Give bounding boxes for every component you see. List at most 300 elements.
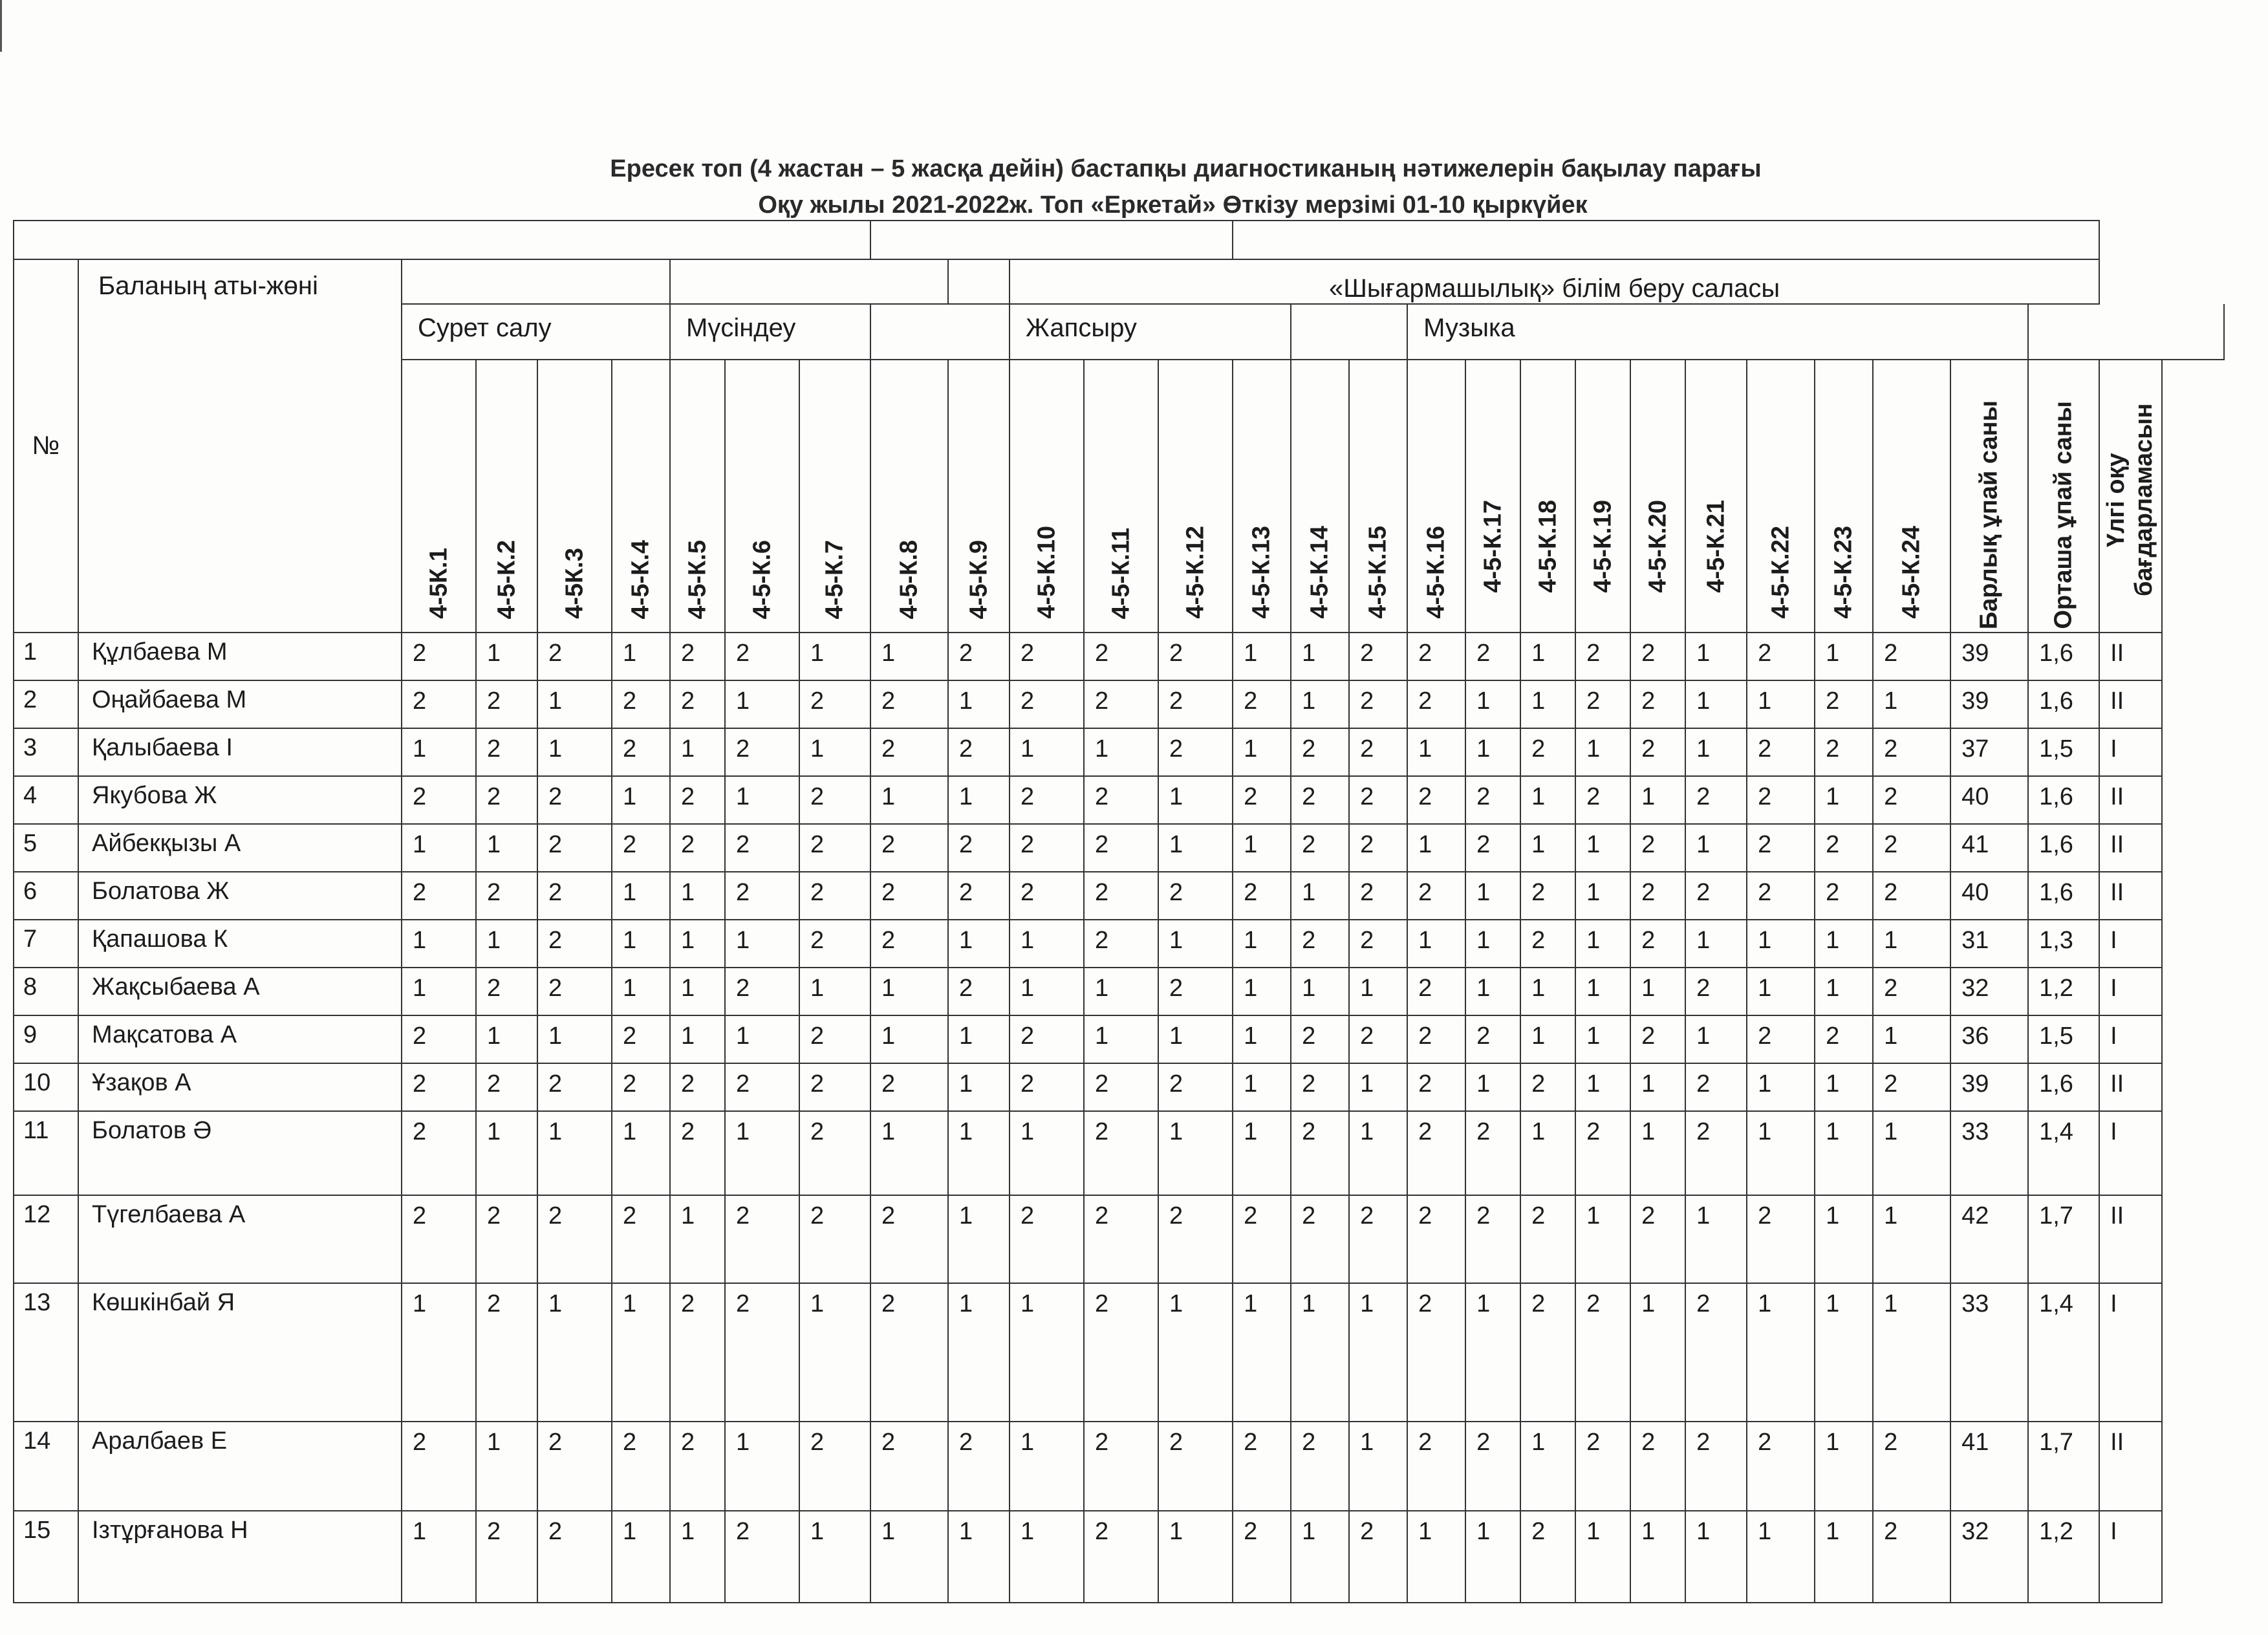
score-cell: 2: [1233, 1511, 1291, 1603]
score-cell: 1: [870, 776, 948, 824]
score-cell: 2: [1233, 776, 1291, 824]
score-cell: 1: [948, 1015, 1010, 1063]
table-row: [14, 872, 2224, 920]
score-cell: 2: [725, 1283, 799, 1422]
average-score: 1,2: [2028, 968, 2099, 1015]
score-cell: 2: [799, 776, 870, 824]
score-cell: 1: [402, 728, 476, 776]
score-cell: 2: [1233, 1422, 1291, 1511]
score-cell: 2: [1873, 1063, 1950, 1111]
score-cell: 2: [1407, 633, 1465, 680]
average-score: 1,7: [2028, 1195, 2099, 1283]
area-header-row: [14, 259, 2224, 304]
total-score: 39: [1950, 1063, 2028, 1111]
score-cell: 1: [476, 633, 537, 680]
score-cell: 1: [1575, 920, 1630, 968]
score-cell: 2: [1815, 1015, 1873, 1063]
score-cell: 1: [1815, 1195, 1873, 1283]
score-cell: 1: [1158, 1283, 1233, 1422]
score-cell: 1: [1815, 968, 1873, 1015]
score-cell: 2: [1158, 872, 1233, 920]
score-cell: 2: [670, 1063, 725, 1111]
table-row: [14, 1111, 2224, 1195]
score-cell: 1: [1630, 1063, 1685, 1111]
average-score: 1,6: [2028, 824, 2099, 872]
score-cell: 2: [476, 680, 537, 728]
score-cell: 1: [1575, 1195, 1630, 1283]
criterion-code-header: [1349, 360, 1407, 633]
score-cell: 1: [1465, 1283, 1520, 1422]
score-cell: 1: [1685, 728, 1747, 776]
table-row: [14, 824, 2224, 872]
score-cell: 1: [1575, 968, 1630, 1015]
score-cell: 2: [799, 1195, 870, 1283]
child-name: Мақсатова А: [78, 1015, 402, 1063]
score-cell: 2: [1873, 968, 1950, 1015]
score-cell: 1: [612, 633, 670, 680]
table-row: [14, 728, 2224, 776]
score-cell: 2: [1465, 633, 1520, 680]
score-cell: 2: [402, 1015, 476, 1063]
score-cell: 1: [1349, 1422, 1407, 1511]
total-score: 40: [1950, 776, 2028, 824]
score-cell: 1: [948, 1283, 1010, 1422]
score-cell: 2: [1747, 728, 1815, 776]
score-cell: 1: [1158, 1511, 1233, 1603]
criterion-code-label: 4-5-К.21: [1702, 500, 1730, 593]
total-score: 41: [1950, 824, 2028, 872]
score-cell: 2: [1747, 633, 1815, 680]
average-score: 1,6: [2028, 776, 2099, 824]
score-cell: 1: [1685, 633, 1747, 680]
score-cell: 2: [1291, 1195, 1349, 1283]
score-cell: 2: [402, 633, 476, 680]
total-score: 36: [1950, 1015, 2028, 1063]
score-cell: 2: [799, 1111, 870, 1195]
score-cell: 1: [1815, 1422, 1873, 1511]
score-cell: 1: [670, 872, 725, 920]
criterion-code-header: [537, 360, 612, 633]
score-cell: 2: [1084, 1195, 1158, 1283]
table-row: [14, 1015, 2224, 1063]
score-cell: 2: [402, 776, 476, 824]
program-label: Үлгі оқу бағдарламасын: [2102, 403, 2158, 597]
score-cell: 1: [537, 1111, 612, 1195]
score-cell: 2: [725, 1063, 799, 1111]
score-cell: 1: [1630, 1283, 1685, 1422]
sheet-subtitle: Оқу жылы 2021-2022ж. Топ «Еркетай» Өткізу мерзімі 01-10 қыркүйек: [758, 191, 1588, 219]
total-score: 41: [1950, 1422, 2028, 1511]
score-cell: 1: [1291, 680, 1349, 728]
score-cell: 1: [1685, 680, 1747, 728]
score-cell: 2: [612, 1422, 670, 1511]
score-cell: 1: [725, 920, 799, 968]
score-cell: 1: [799, 728, 870, 776]
score-cell: 1: [1815, 776, 1873, 824]
score-cell: 2: [612, 1195, 670, 1283]
score-cell: 2: [537, 872, 612, 920]
score-cell: 2: [1084, 1063, 1158, 1111]
score-cell: 2: [870, 680, 948, 728]
score-cell: 2: [1575, 633, 1630, 680]
score-cell: 1: [537, 1283, 612, 1422]
score-cell: 1: [799, 968, 870, 1015]
criterion-code-header: [1630, 360, 1685, 633]
music-section: Музыка: [1407, 304, 2028, 360]
score-cell: 1: [1233, 920, 1291, 968]
score-cell: 1: [799, 1283, 870, 1422]
score-cell: 1: [1873, 680, 1950, 728]
criterion-code-header: [725, 360, 799, 633]
score-cell: 1: [1233, 824, 1291, 872]
drawing-section: Сурет салу: [402, 304, 670, 360]
blank-header-row: [14, 221, 2224, 259]
score-cell: 1: [1520, 1422, 1575, 1511]
average-score: 1,4: [2028, 1111, 2099, 1195]
child-name: Жақсыбаева А: [78, 968, 402, 1015]
score-cell: 2: [1158, 1063, 1233, 1111]
child-name: Оңайбаева М: [78, 680, 402, 728]
score-cell: 1: [1158, 776, 1233, 824]
average-header: [2028, 360, 2099, 633]
score-cell: 2: [1520, 1283, 1575, 1422]
score-cell: 2: [476, 968, 537, 1015]
score-cell: 1: [612, 776, 670, 824]
score-cell: 1: [1575, 872, 1630, 920]
total-score: 32: [1950, 968, 2028, 1015]
score-cell: 2: [799, 1015, 870, 1063]
score-cell: 2: [948, 633, 1010, 680]
score-cell: 2: [1873, 1511, 1950, 1603]
score-cell: 2: [1747, 1015, 1815, 1063]
results-table: [13, 220, 2225, 1603]
score-cell: 2: [1407, 1015, 1465, 1063]
score-cell: 1: [1084, 728, 1158, 776]
score-cell: 2: [1685, 776, 1747, 824]
score-cell: 1: [1010, 968, 1084, 1015]
score-cell: 2: [1291, 1422, 1349, 1511]
score-cell: 2: [476, 1511, 537, 1603]
average-score: 1,2: [2028, 1511, 2099, 1603]
score-cell: 1: [1520, 968, 1575, 1015]
score-cell: 1: [1465, 920, 1520, 968]
score-cell: 2: [948, 1422, 1010, 1511]
score-cell: 1: [948, 1063, 1010, 1111]
child-name: Құлбаева М: [78, 633, 402, 680]
table-row: [14, 633, 2224, 680]
score-cell: 1: [1575, 728, 1630, 776]
area-title: «Шығармашылық» білім беру саласы: [1010, 259, 2099, 304]
score-cell: 2: [537, 1511, 612, 1603]
score-cell: 2: [1349, 680, 1407, 728]
program-header: [2099, 360, 2161, 633]
score-cell: 1: [1685, 824, 1747, 872]
row-number: 15: [14, 1511, 78, 1603]
criterion-code-header: [1291, 360, 1349, 633]
score-cell: 2: [1084, 680, 1158, 728]
score-cell: 2: [1158, 1422, 1233, 1511]
score-cell: 2: [1158, 728, 1233, 776]
program-level: I: [2099, 1015, 2161, 1063]
criterion-code-label: 4-5-К.24: [1897, 526, 1925, 619]
score-cell: 2: [725, 1511, 799, 1603]
row-number: 14: [14, 1422, 78, 1511]
score-cell: 2: [1407, 1422, 1465, 1511]
score-cell: 1: [1747, 1063, 1815, 1111]
criterion-code-label: 4-5-К.12: [1182, 526, 1209, 619]
program-level: II: [2099, 633, 2161, 680]
child-name: Қапашова К: [78, 920, 402, 968]
row-number: 10: [14, 1063, 78, 1111]
score-cell: 1: [537, 728, 612, 776]
total-score: 39: [1950, 680, 2028, 728]
program-level: I: [2099, 1111, 2161, 1195]
average-score: 1,4: [2028, 1283, 2099, 1422]
criterion-code-label: 4-5-К.14: [1306, 526, 1334, 619]
program-level: II: [2099, 824, 2161, 872]
score-cell: 2: [1010, 1063, 1084, 1111]
score-cell: 2: [1520, 920, 1575, 968]
criterion-code-header: [1815, 360, 1873, 633]
score-cell: 2: [476, 776, 537, 824]
score-cell: 1: [1407, 824, 1465, 872]
average-score: 1,5: [2028, 1015, 2099, 1063]
score-cell: 2: [870, 728, 948, 776]
score-cell: 2: [1349, 776, 1407, 824]
modeling-section: Мүсіндеу: [670, 304, 870, 360]
score-cell: 1: [1747, 920, 1815, 968]
score-cell: 1: [1010, 728, 1084, 776]
score-cell: 2: [870, 1422, 948, 1511]
score-cell: 1: [1233, 968, 1291, 1015]
table-row: [14, 1063, 2224, 1111]
score-cell: 1: [725, 1422, 799, 1511]
criterion-code-header: [670, 360, 725, 633]
score-cell: 1: [1815, 1283, 1873, 1422]
score-cell: 2: [1010, 1015, 1084, 1063]
criterion-code-header: [1747, 360, 1815, 633]
score-cell: 2: [537, 776, 612, 824]
score-cell: 2: [1349, 920, 1407, 968]
average-score: 1,7: [2028, 1422, 2099, 1511]
criterion-code-label: 4-5-К.22: [1767, 526, 1795, 619]
score-cell: 2: [948, 728, 1010, 776]
number-header: №: [14, 259, 78, 633]
score-cell: 1: [1349, 1283, 1407, 1422]
score-cell: 2: [725, 968, 799, 1015]
score-cell: 2: [1747, 824, 1815, 872]
score-cell: 2: [1010, 1195, 1084, 1283]
child-name: Көшкінбай Я: [78, 1283, 402, 1422]
table-row: [14, 920, 2224, 968]
score-cell: 2: [1010, 872, 1084, 920]
score-cell: 1: [1291, 1511, 1349, 1603]
criterion-code-header: [870, 360, 948, 633]
score-cell: 2: [476, 1195, 537, 1283]
total-score: 39: [1950, 633, 2028, 680]
score-cell: 2: [1010, 776, 1084, 824]
score-cell: 2: [1630, 728, 1685, 776]
criterion-code-label: 4-5-К.5: [684, 539, 711, 619]
score-cell: 2: [1291, 1111, 1349, 1195]
score-cell: 2: [1084, 633, 1158, 680]
criterion-code-header: [1520, 360, 1575, 633]
total-score: 33: [1950, 1283, 2028, 1422]
criterion-code-header: [1685, 360, 1747, 633]
score-cell: 1: [670, 1195, 725, 1283]
criterion-code-label: 4-5-К.20: [1644, 500, 1672, 593]
score-cell: 2: [725, 633, 799, 680]
score-cell: 2: [1630, 1422, 1685, 1511]
score-cell: 1: [1520, 1111, 1575, 1195]
score-cell: 1: [1575, 1511, 1630, 1603]
score-cell: 1: [1685, 1511, 1747, 1603]
score-cell: 2: [1520, 1195, 1575, 1283]
score-cell: 1: [1407, 1511, 1465, 1603]
criterion-code-header: [476, 360, 537, 633]
score-cell: 1: [670, 1015, 725, 1063]
score-cell: 1: [1084, 1015, 1158, 1063]
score-cell: 1: [1873, 920, 1950, 968]
row-number: 11: [14, 1111, 78, 1195]
program-level: I: [2099, 728, 2161, 776]
score-cell: 1: [537, 1015, 612, 1063]
score-cell: 2: [402, 872, 476, 920]
score-cell: 2: [1520, 728, 1575, 776]
score-cell: 1: [1520, 1015, 1575, 1063]
score-cell: 1: [725, 680, 799, 728]
score-cell: 2: [1084, 1111, 1158, 1195]
criterion-code-label: 4-5-К.9: [965, 539, 993, 619]
child-name: Ізтұрғанова Н: [78, 1511, 402, 1603]
score-cell: 1: [1575, 824, 1630, 872]
table-row: [14, 968, 2224, 1015]
score-cell: 2: [1520, 1063, 1575, 1111]
criterion-code-header: [1084, 360, 1158, 633]
score-cell: 1: [612, 1111, 670, 1195]
total-score: 40: [1950, 872, 2028, 920]
applique-section: Жапсыру: [1010, 304, 1291, 360]
child-name: Қалыбаева І: [78, 728, 402, 776]
score-cell: 2: [1465, 776, 1520, 824]
score-cell: 2: [1158, 633, 1233, 680]
score-cell: 1: [1685, 1195, 1747, 1283]
score-cell: 2: [1815, 728, 1873, 776]
score-cell: 2: [799, 680, 870, 728]
score-cell: 1: [670, 728, 725, 776]
average-score: 1,5: [2028, 728, 2099, 776]
criterion-code-label: 4-5-К.17: [1479, 500, 1507, 593]
score-cell: 2: [537, 920, 612, 968]
criterion-code-label: 4-5-К.4: [627, 539, 654, 619]
score-cell: 2: [1349, 728, 1407, 776]
criterion-code-header: [1407, 360, 1465, 633]
score-cell: 2: [1630, 824, 1685, 872]
score-cell: 2: [1407, 1283, 1465, 1422]
blank-cell: [1291, 304, 1407, 360]
row-number: 5: [14, 824, 78, 872]
score-cell: 2: [1158, 1195, 1233, 1283]
score-cell: 1: [1747, 968, 1815, 1015]
score-cell: 2: [1084, 872, 1158, 920]
score-cell: 1: [1747, 1511, 1815, 1603]
average-label: Орташа ұпай саны: [2049, 401, 2077, 629]
criterion-code-header: [1233, 360, 1291, 633]
score-cell: 1: [1349, 1063, 1407, 1111]
score-cell: 2: [1575, 776, 1630, 824]
score-cell: 1: [1233, 1015, 1291, 1063]
score-cell: 1: [1630, 1111, 1685, 1195]
table-row: [14, 1195, 2224, 1283]
row-number: 3: [14, 728, 78, 776]
score-cell: 2: [1465, 1015, 1520, 1063]
child-name: Түгелбаева А: [78, 1195, 402, 1283]
score-cell: 2: [402, 1063, 476, 1111]
score-cell: 2: [1291, 1063, 1349, 1111]
average-score: 1,6: [2028, 680, 2099, 728]
score-cell: 2: [537, 633, 612, 680]
criterion-code-label: 4-5-К.23: [1830, 526, 1857, 619]
score-cell: 1: [948, 1195, 1010, 1283]
program-level: I: [2099, 920, 2161, 968]
score-cell: 2: [1815, 824, 1873, 872]
score-cell: 1: [537, 680, 612, 728]
row-number: 9: [14, 1015, 78, 1063]
score-cell: 2: [1630, 680, 1685, 728]
total-score: 33: [1950, 1111, 2028, 1195]
blank-cell: [670, 259, 948, 304]
program-level: II: [2099, 1195, 2161, 1283]
score-cell: 2: [1407, 872, 1465, 920]
score-cell: 1: [1815, 1511, 1873, 1603]
score-cell: 2: [1685, 872, 1747, 920]
score-cell: 1: [1520, 680, 1575, 728]
score-cell: 1: [1349, 1111, 1407, 1195]
score-cell: 2: [612, 680, 670, 728]
score-cell: 2: [1685, 968, 1747, 1015]
criterion-code-header: [1158, 360, 1233, 633]
score-cell: 2: [1233, 680, 1291, 728]
child-name: Ұзақов А: [78, 1063, 402, 1111]
score-cell: 2: [948, 824, 1010, 872]
score-cell: 2: [537, 968, 612, 1015]
score-cell: 1: [1010, 1511, 1084, 1603]
score-cell: 1: [1158, 920, 1233, 968]
score-cell: 2: [670, 1283, 725, 1422]
child-name: Аралбаев Е: [78, 1422, 402, 1511]
score-cell: 2: [1084, 776, 1158, 824]
score-cell: 1: [1465, 968, 1520, 1015]
score-cell: 2: [537, 824, 612, 872]
score-cell: 1: [1233, 728, 1291, 776]
score-cell: 2: [402, 1422, 476, 1511]
score-cell: 2: [1575, 680, 1630, 728]
score-cell: 1: [1465, 680, 1520, 728]
score-cell: 2: [1407, 680, 1465, 728]
score-cell: 1: [948, 680, 1010, 728]
criterion-code-label: 4-5-К.13: [1247, 526, 1275, 619]
score-cell: 2: [670, 633, 725, 680]
blank-cell: [870, 221, 1233, 259]
score-cell: 2: [1407, 776, 1465, 824]
score-cell: 2: [1084, 1422, 1158, 1511]
score-cell: 1: [1291, 633, 1349, 680]
criterion-code-label: 4-5К.1: [425, 548, 452, 619]
score-cell: 2: [1407, 1111, 1465, 1195]
score-cell: 2: [1349, 824, 1407, 872]
score-cell: 1: [1520, 776, 1575, 824]
score-cell: 2: [1291, 776, 1349, 824]
